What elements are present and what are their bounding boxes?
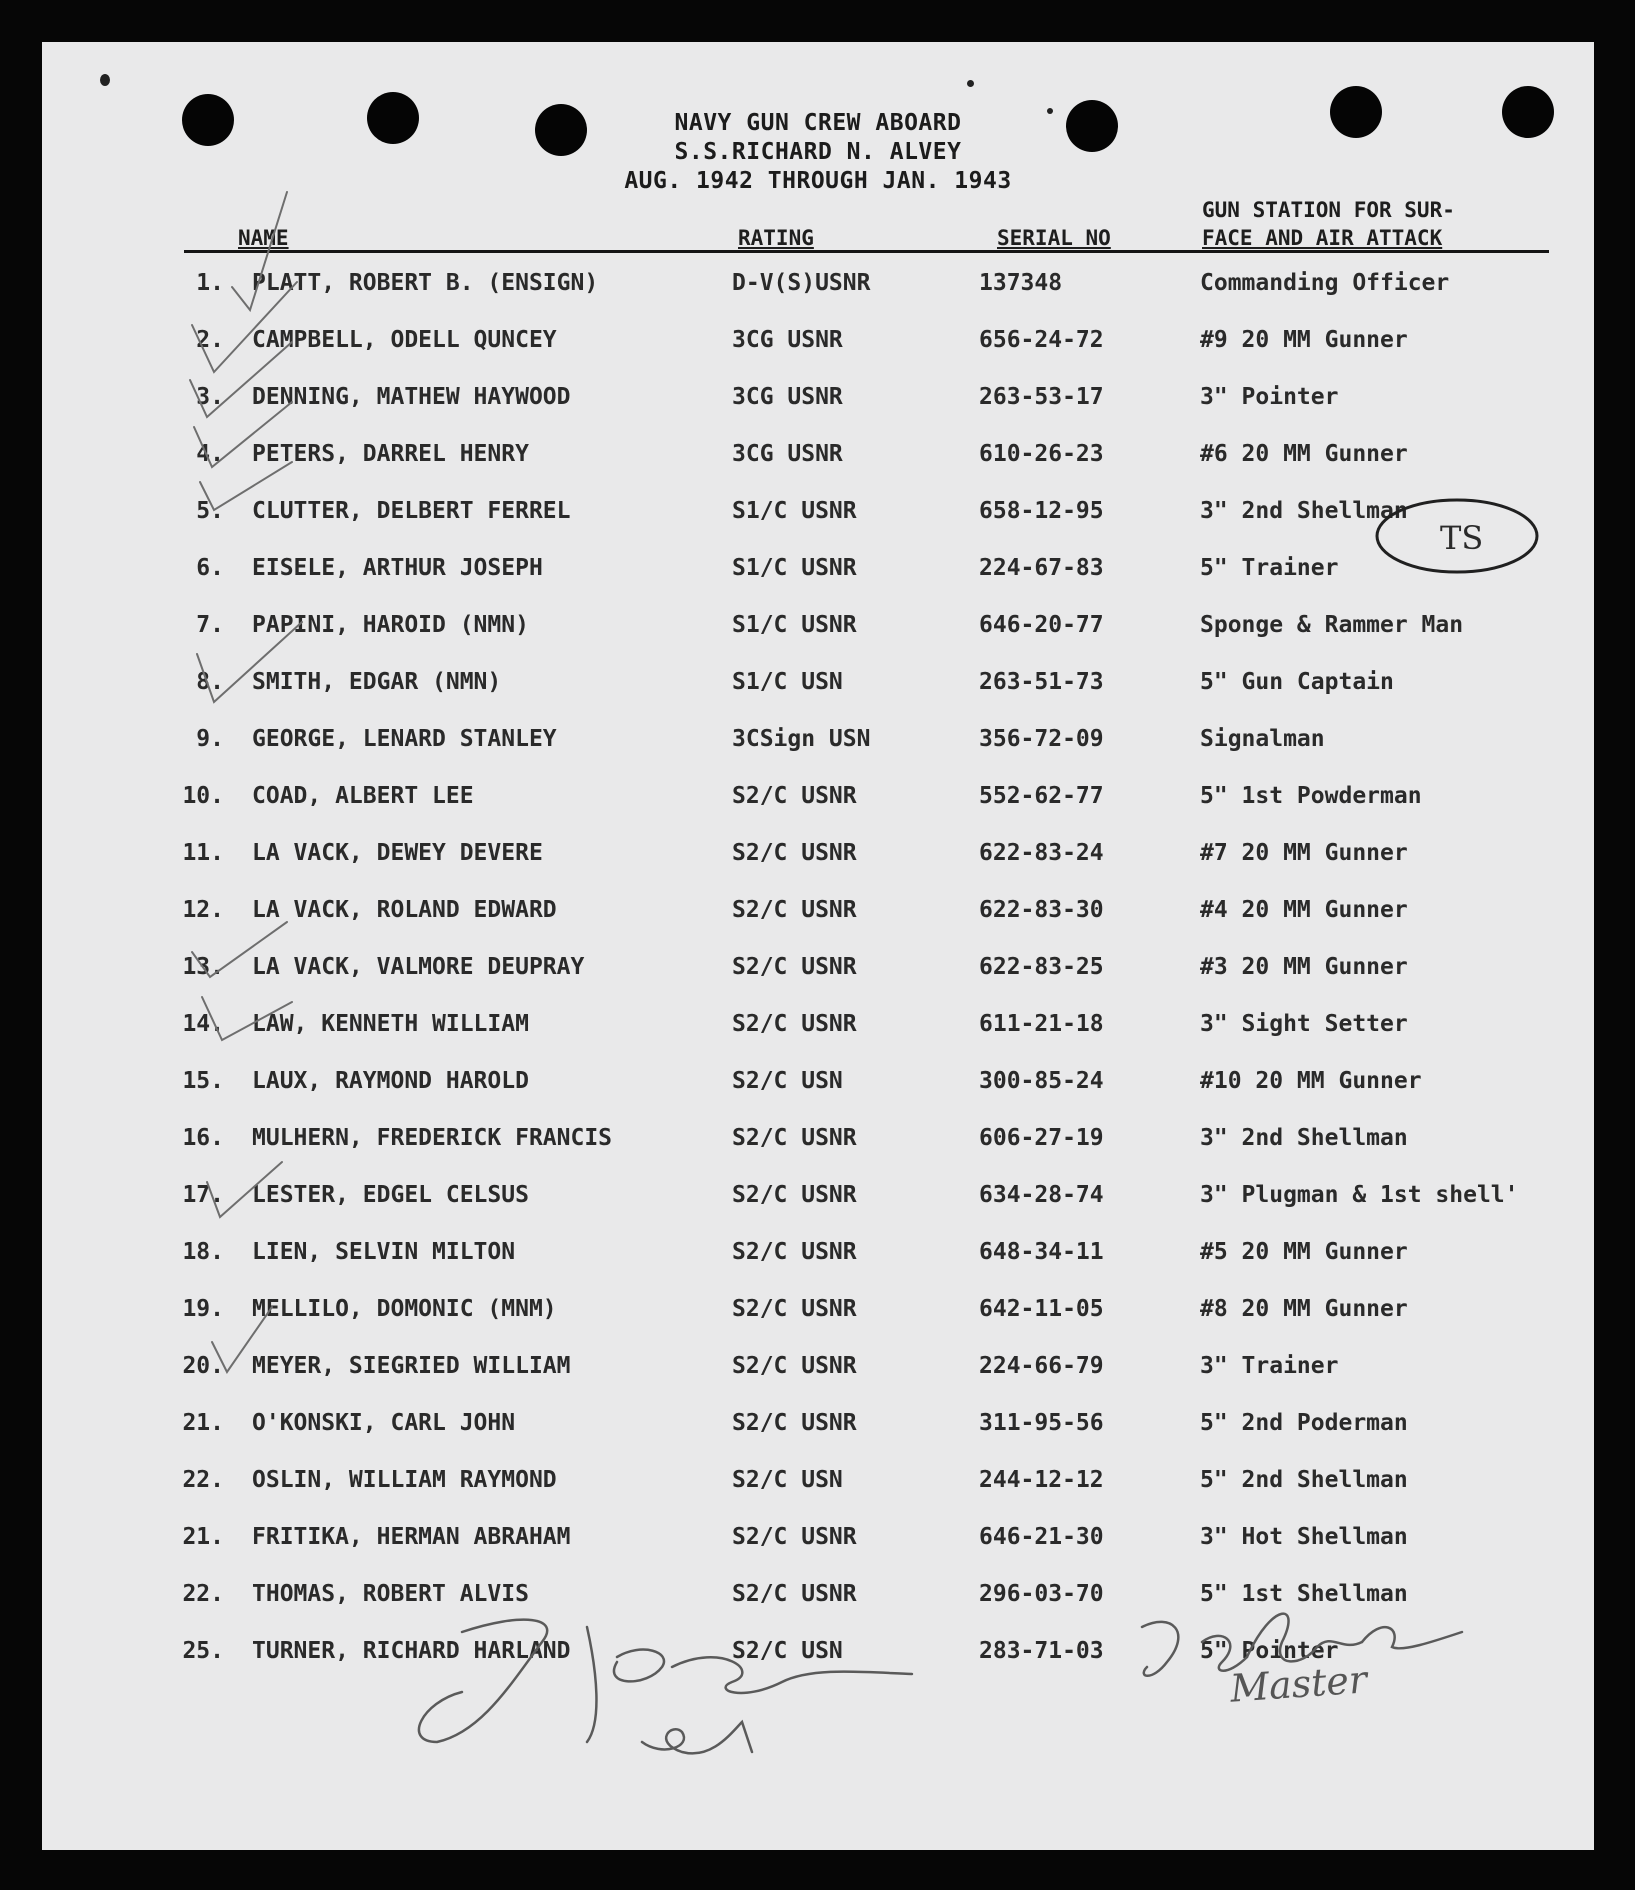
table-row [42,1296,1594,1336]
crew-serial-number: 263-51-73 [979,669,1104,695]
table-row [42,1467,1594,1507]
crew-gun-station: 5" 1st Powderman [1200,783,1422,809]
crew-rating: S2/C USNR [732,1182,857,1208]
row-number: 14. [182,1011,224,1037]
crew-serial-number: 611-21-18 [979,1011,1104,1037]
crew-rating: S2/C USNR [732,1524,857,1550]
row-number: 6. [196,555,224,581]
crew-rating: 3CSign USN [732,726,871,752]
crew-rating: S1/C USNR [732,498,857,524]
table-row [42,1011,1594,1051]
crew-name: FRITIKA, HERMAN ABRAHAM [252,1524,571,1550]
document-page [42,42,1594,1850]
crew-rating: S2/C USNR [732,897,857,923]
circled-mark-text: TS [1440,519,1484,557]
crew-gun-station: 3" Plugman & 1st shell' [1200,1182,1519,1208]
crew-rating: 3CG USNR [732,441,843,467]
crew-name: COAD, ALBERT LEE [252,783,474,809]
row-number: 5. [196,498,224,524]
row-number: 22. [182,1581,224,1607]
crew-rating: S2/C USNR [732,1353,857,1379]
crew-rating: 3CG USNR [732,327,843,353]
crew-gun-station: 5" 2nd Shellman [1200,1467,1408,1493]
crew-name: LAUX, RAYMOND HAROLD [252,1068,529,1094]
crew-gun-station: 3" Trainer [1200,1353,1339,1379]
crew-name: SMITH, EDGAR (NMN) [252,669,502,695]
row-number: 7. [196,612,224,638]
crew-gun-station: 5" Pointer [1200,1638,1339,1664]
document-title-line-3: AUG. 1942 THROUGH JAN. 1943 [624,168,1012,194]
crew-gun-station: #7 20 MM Gunner [1200,840,1408,866]
crew-rating: S2/C USNR [732,840,857,866]
crew-name: MELLILO, DOMONIC (MNM) [252,1296,557,1322]
crew-rating: S2/C USNR [732,954,857,980]
table-row [42,1182,1594,1222]
table-row [42,1581,1594,1621]
column-header-station-line-1: GUN STATION FOR SUR- [1202,198,1455,222]
crew-rating: S1/C USNR [732,555,857,581]
row-number: 25. [182,1638,224,1664]
crew-gun-station: 5" Trainer [1200,555,1339,581]
crew-name: PAPINI, HAROID (NMN) [252,612,529,638]
crew-rating: D-V(S)USNR [732,270,871,296]
row-number: 17. [182,1182,224,1208]
crew-rating: S1/C USN [732,669,843,695]
document-title-line-2: S.S.RICHARD N. ALVEY [674,139,962,165]
table-row [42,1524,1594,1564]
column-header-rating: RATING [738,226,814,250]
crew-serial-number: 224-67-83 [979,555,1104,581]
table-row [42,726,1594,766]
column-header-serial: SERIAL NO [997,226,1111,250]
row-number: 13. [182,954,224,980]
header-rule [184,250,1549,253]
crew-serial-number: 552-62-77 [979,783,1104,809]
crew-rating: S2/C USNR [732,1296,857,1322]
crew-gun-station: #5 20 MM Gunner [1200,1239,1408,1265]
crew-serial-number: 244-12-12 [979,1467,1104,1493]
crew-gun-station: 3" Pointer [1200,384,1339,410]
table-row [42,1410,1594,1450]
table-row [42,954,1594,994]
table-row [42,441,1594,481]
crew-name: LESTER, EDGEL CELSUS [252,1182,529,1208]
table-row [42,840,1594,880]
row-number: 8. [196,669,224,695]
crew-serial-number: 300-85-24 [979,1068,1104,1094]
row-number: 4. [196,441,224,467]
row-number: 12. [182,897,224,923]
crew-serial-number: 311-95-56 [979,1410,1104,1436]
crew-serial-number: 622-83-30 [979,897,1104,923]
crew-serial-number: 356-72-09 [979,726,1104,752]
crew-serial-number: 642-11-05 [979,1296,1104,1322]
crew-gun-station: Sponge & Rammer Man [1200,612,1464,638]
crew-gun-station: 5" Gun Captain [1200,669,1394,695]
crew-serial-number: 646-21-30 [979,1524,1104,1550]
crew-serial-number: 610-26-23 [979,441,1104,467]
row-number: 2. [196,327,224,353]
crew-rating: S2/C USNR [732,783,857,809]
table-row [42,1068,1594,1108]
crew-gun-station: #9 20 MM Gunner [1200,327,1408,353]
crew-rating: S2/C USNR [732,1239,857,1265]
row-number: 18. [182,1239,224,1265]
crew-serial-number: 648-34-11 [979,1239,1104,1265]
crew-gun-station: #8 20 MM Gunner [1200,1296,1408,1322]
row-number: 10. [182,783,224,809]
crew-gun-station: #10 20 MM Gunner [1200,1068,1422,1094]
crew-serial-number: 224-66-79 [979,1353,1104,1379]
crew-serial-number: 283-71-03 [979,1638,1104,1664]
crew-serial-number: 634-28-74 [979,1182,1104,1208]
crew-name: EISELE, ARTHUR JOSEPH [252,555,543,581]
column-header-name: NAME [238,226,289,250]
signature-title-master: Master [1228,1657,1369,1711]
crew-rating: S2/C USNR [732,1125,857,1151]
table-row [42,897,1594,937]
row-number: 15. [182,1068,224,1094]
table-row [42,1125,1594,1165]
crew-name: CAMPBELL, ODELL QUNCEY [252,327,557,353]
crew-gun-station: #6 20 MM Gunner [1200,441,1408,467]
table-row [42,327,1594,367]
table-row [42,270,1594,310]
crew-name: MEYER, SIEGRIED WILLIAM [252,1353,571,1379]
table-row [42,612,1594,652]
table-row [42,384,1594,424]
crew-name: GEORGE, LENARD STANLEY [252,726,557,752]
crew-rating: S1/C USNR [732,612,857,638]
crew-gun-station: 3" 2nd Shellman [1200,498,1408,524]
crew-name: THOMAS, ROBERT ALVIS [252,1581,529,1607]
table-row [42,1353,1594,1393]
row-number: 20. [182,1353,224,1379]
crew-gun-station: 3" Sight Setter [1200,1011,1408,1037]
crew-name: TURNER, RICHARD HARLAND [252,1638,571,1664]
crew-gun-station: #3 20 MM Gunner [1200,954,1408,980]
crew-rating: S2/C USNR [732,1011,857,1037]
crew-name: PETERS, DARREL HENRY [252,441,529,467]
crew-gun-station: 3" 2nd Shellman [1200,1125,1408,1151]
table-row [42,498,1594,538]
table-row [42,669,1594,709]
crew-serial-number: 656-24-72 [979,327,1104,353]
crew-name: PLATT, ROBERT B. (ENSIGN) [252,270,599,296]
crew-name: LA VACK, ROLAND EDWARD [252,897,557,923]
crew-gun-station: 5" 2nd Poderman [1200,1410,1408,1436]
row-number: 1. [196,270,224,296]
crew-name: OSLIN, WILLIAM RAYMOND [252,1467,557,1493]
row-number: 19. [182,1296,224,1322]
crew-serial-number: 137348 [979,270,1063,296]
crew-name: LIEN, SELVIN MILTON [252,1239,516,1265]
table-row [42,1239,1594,1279]
crew-rating: S2/C USNR [732,1581,857,1607]
ink-speck [100,74,110,86]
crew-rating: S2/C USN [732,1467,843,1493]
crew-gun-station: Signalman [1200,726,1325,752]
column-header-station-line-2: FACE AND AIR ATTACK [1202,226,1443,250]
table-row [42,555,1594,595]
row-number: 21. [182,1524,224,1550]
crew-name: LA VACK, DEWEY DEVERE [252,840,543,866]
crew-gun-station: Commanding Officer [1200,270,1450,296]
ink-speck [967,80,974,87]
crew-rating: S2/C USN [732,1068,843,1094]
crew-rating: S2/C USNR [732,1410,857,1436]
crew-serial-number: 296-03-70 [979,1581,1104,1607]
row-number: 16. [182,1125,224,1151]
handwritten-check-marks [42,42,1594,1850]
row-number: 21. [182,1410,224,1436]
row-number: 9. [196,726,224,752]
crew-serial-number: 658-12-95 [979,498,1104,524]
crew-name: O'KONSKI, CARL JOHN [252,1410,516,1436]
crew-serial-number: 263-53-17 [979,384,1104,410]
crew-gun-station: #4 20 MM Gunner [1200,897,1408,923]
document-title-line-1: NAVY GUN CREW ABOARD [674,110,962,136]
crew-name: MULHERN, FREDERICK FRANCIS [252,1125,613,1151]
row-number: 22. [182,1467,224,1493]
crew-serial-number: 646-20-77 [979,612,1104,638]
crew-gun-station: 3" Hot Shellman [1200,1524,1408,1550]
crew-gun-station: 5" 1st Shellman [1200,1581,1408,1607]
row-number: 11. [182,840,224,866]
crew-name: DENNING, MATHEW HAYWOOD [252,384,571,410]
crew-serial-number: 622-83-24 [979,840,1104,866]
crew-name: LAW, KENNETH WILLIAM [252,1011,529,1037]
crew-rating: 3CG USNR [732,384,843,410]
crew-name: LA VACK, VALMORE DEUPRAY [252,954,585,980]
crew-rating: S2/C USN [732,1638,843,1664]
crew-serial-number: 606-27-19 [979,1125,1104,1151]
crew-serial-number: 622-83-25 [979,954,1104,980]
table-row [42,783,1594,823]
crew-name: CLUTTER, DELBERT FERREL [252,498,571,524]
row-number: 3. [196,384,224,410]
